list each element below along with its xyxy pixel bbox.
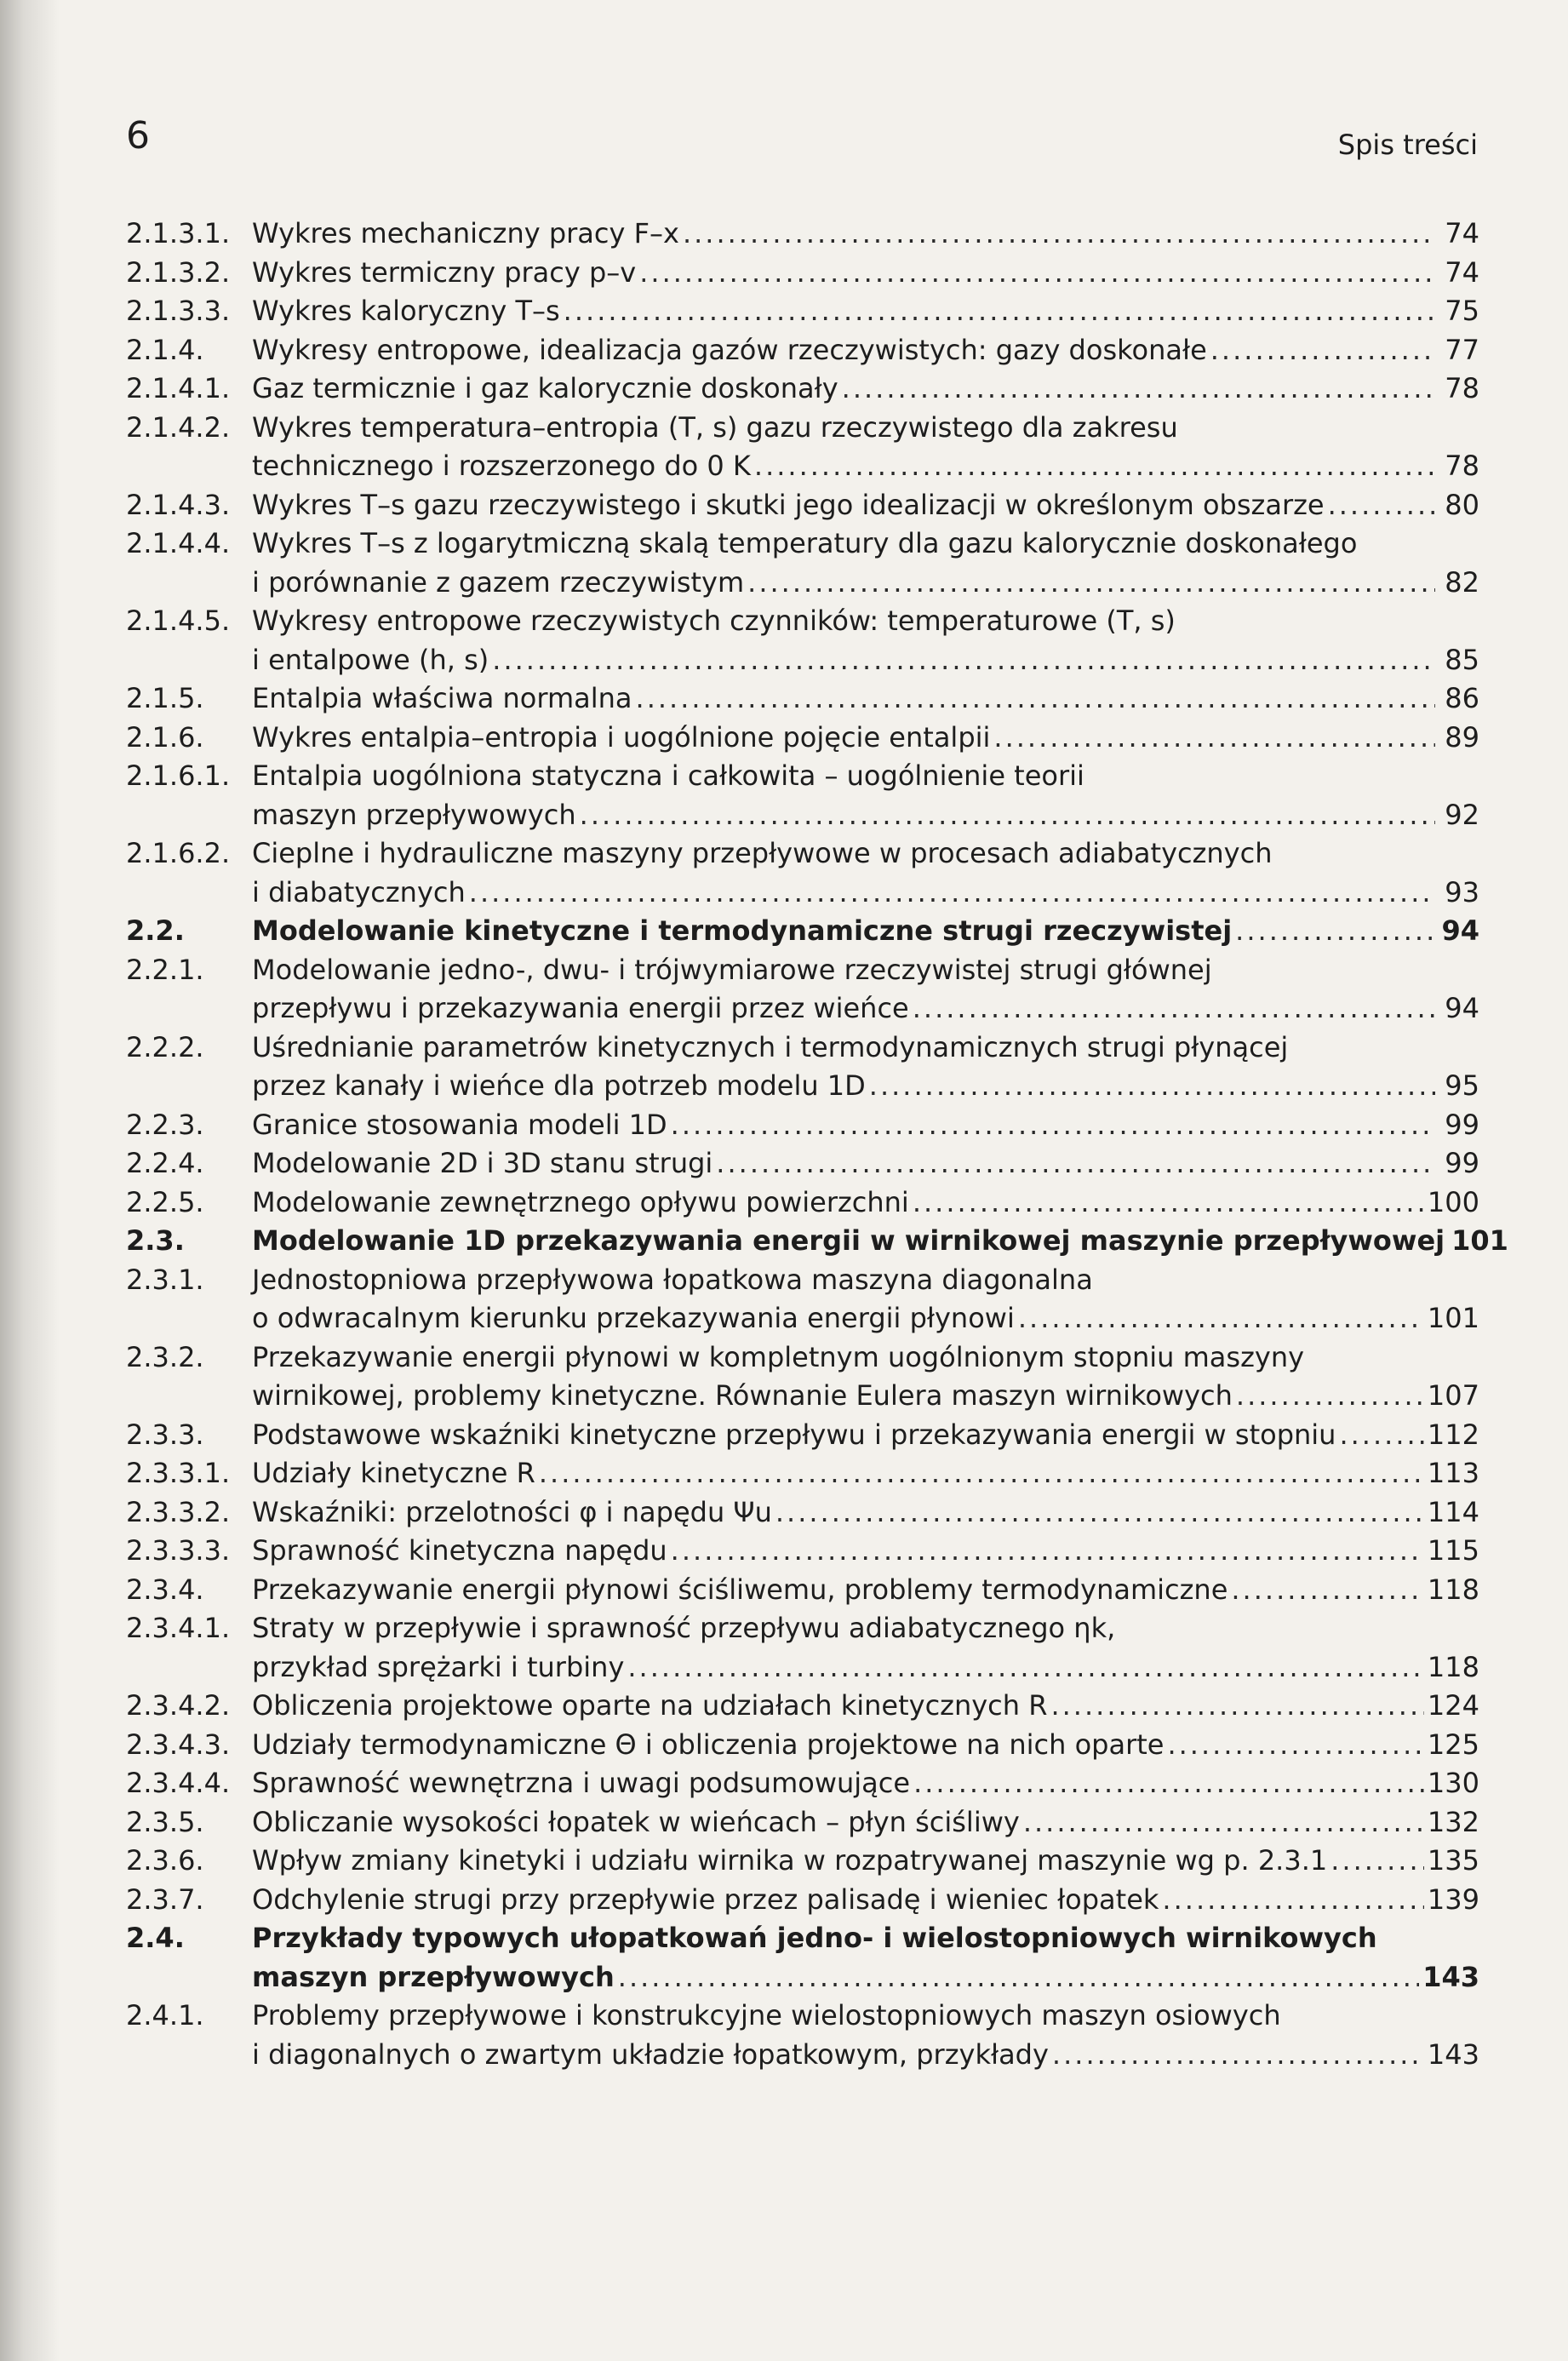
toc-entry-body [252,370,1479,409]
toc-entry-last-line [252,679,1479,719]
toc-entry-title-line: przez kanały i wieńce dla potrzeb modelu 1D [252,1069,866,1102]
toc-entry-last-line [252,370,1479,409]
toc-entry-body [252,679,1479,719]
toc-entry-last-line [252,1881,1479,1920]
toc-entry-title-line: Przekazywanie energii płynowi w kompletnym uogólnionym stopniu maszyny [252,1340,1305,1373]
toc-entry-page: 85 [1445,643,1479,676]
toc-entry [126,331,1479,370]
toc-entry-title-line: Udziały termodynamiczne Θ i obliczenia projektowe na nich oparte [252,1728,1165,1761]
toc-entry-number: 2.2.1. [126,953,204,986]
toc-entry-title-line: Wykresy entropowe, idealizacja gazów rzeczywistych: gazy doskonałe [252,333,1207,366]
toc-entry [126,292,1479,331]
toc-entry-number: 2.3.4. [126,1573,204,1606]
toc-entry-page: 74 [1445,255,1479,289]
toc-entry-number: 2.3.5. [126,1805,204,1838]
toc-entry-body [252,1416,1479,1455]
toc-entry-page: 100 [1427,1185,1479,1218]
toc-entry-title-line: i diabatycznych [252,875,466,908]
toc-entry-number: 2.1.4.2. [126,410,231,444]
toc-entry [126,1416,1479,1455]
toc-entry-title-line: Wskaźniki: przelotności φ i napędu Ψu [252,1495,772,1528]
toc-entry-last-line [252,292,1479,331]
toc-dot-leader [913,1183,1424,1223]
toc-entry-title-line: i diagonalnych o zwartym układzie łopatkowym, przykłady [252,2037,1049,2071]
toc-entry-last-line [252,1493,1479,1533]
toc-entry [126,834,1479,912]
toc-entry-title-line: Wykres mechaniczny pracy F–x [252,217,679,249]
toc-dot-leader [539,1454,1424,1493]
toc-entry [126,486,1479,525]
toc-entry-body [252,1881,1479,1920]
toc-entry-page: 114 [1427,1495,1479,1528]
toc-entry [126,409,1479,486]
toc-dot-leader [469,874,1435,913]
toc-entry-number: 2.1.5. [126,682,204,714]
toc-entry [126,1919,1479,1997]
toc-dot-leader [580,796,1435,835]
toc-entry-title-line: Modelowanie kinetyczne i termodynamiczne strugi rzeczywistej [252,914,1233,947]
toc-entry-title-line: Entalpia właściwa normalna [252,682,632,714]
toc-entry-number: 2.2.3. [126,1108,204,1141]
toc-entry-number: 2.3.4.3. [126,1728,231,1761]
toc-entry-page: 80 [1445,488,1479,521]
toc-entry [126,1803,1479,1842]
toc-entry-number: 2.1.3.2. [126,255,231,289]
toc-entry-number: 2.3.3.2. [126,1495,231,1528]
toc-dot-leader [869,1067,1435,1106]
page-header [0,0,1568,170]
toc-entry-last-line [252,1416,1479,1455]
toc-dot-leader [1167,1726,1423,1765]
toc-entry-number: 2.3.3.1. [126,1457,231,1489]
toc-entry [126,1726,1479,1765]
toc-entry [126,1842,1479,1881]
toc-entry [126,1144,1479,1183]
toc-entry-body [252,215,1479,254]
toc-entry [126,679,1479,719]
toc-entry-page: 139 [1427,1882,1479,1916]
toc-entry-body [252,1261,1479,1338]
toc-entry-body [252,1029,1479,1106]
toc-entry [126,1222,1508,1261]
toc-entry [126,951,1479,1029]
toc-entry [126,1764,1479,1803]
toc-entry [126,602,1479,679]
toc-entry-title-line: Sprawność wewnętrzna i uwagi podsumowujące [252,1767,911,1799]
toc-entry-title-line: Straty w przepływie i sprawność przepływu adiabatycznego ηk, [252,1612,1116,1644]
toc-dot-leader [1231,1571,1424,1610]
toc-entry-last-line [252,1106,1479,1145]
toc-entry-number: 2.1.6.2. [126,837,231,869]
toc-entry-page: 101 [1427,1302,1479,1334]
toc-entry-last-line [252,2036,1479,2075]
toc-entry-page: 74 [1445,217,1479,249]
toc-dot-leader [627,1648,1424,1688]
toc-entry-last-line [252,1299,1479,1338]
toc-entry-title-line: Jednostopniowa przepływowa łopatkowa maszyna diagonalna [252,1263,1093,1296]
toc-dot-leader [639,254,1435,293]
toc-dot-leader [913,989,1435,1029]
toc-entry [126,1454,1479,1493]
toc-entry-title-line: wirnikowej, problemy kinetyczne. Równanie Eulera maszyn wirnikowych [252,1379,1233,1412]
toc-entry-last-line [252,912,1479,951]
toc-entry-last-line [252,486,1479,525]
toc-entry-title-line: Wykres entalpia–entropia i uogólnione pojęcie entalpii [252,720,991,754]
toc-entry-body [252,1803,1479,1842]
toc-entry-title-line: Udziały kinetyczne R [252,1457,535,1489]
toc-entry-page: 107 [1427,1379,1479,1412]
toc-entry-title-line: i porównanie z gazem rzeczywistym [252,565,745,599]
toc-entry-title-line: Modelowanie 1D przekazywania energii w wirnikowej maszynie przepływowej [252,1224,1445,1257]
toc-entry [126,912,1479,951]
toc-entry-last-line [252,331,1479,370]
toc-entry-last-line [252,989,1479,1029]
toc-dot-leader [636,679,1435,719]
toc-entry-body [252,524,1479,602]
toc-entry-page: 143 [1427,2037,1479,2071]
table-of-contents [126,215,1508,2074]
toc-entry-number: 2.4. [126,1922,185,1954]
toc-entry-title-line: Wykres kaloryczny T–s [252,295,560,327]
toc-entry-body [252,1919,1479,1997]
toc-entry [126,524,1479,602]
toc-entry-page: 118 [1427,1573,1479,1606]
toc-entry [126,1493,1479,1533]
toc-entry-body [252,254,1479,293]
toc-dot-leader [1235,912,1435,951]
toc-dot-leader [993,719,1435,758]
toc-entry-page: 77 [1445,333,1479,366]
toc-entry-page: 125 [1427,1728,1479,1761]
toc-entry-number: 2.1.4.3. [126,488,231,521]
toc-dot-leader [775,1493,1424,1533]
toc-entry-last-line [252,215,1479,254]
running-head: Spis treści [1337,129,1478,161]
toc-dot-leader [716,1144,1435,1183]
toc-dot-leader [671,1532,1424,1571]
toc-entry-last-line [252,254,1479,293]
toc-dot-leader [1328,486,1435,525]
toc-entry-number: 2.2. [126,914,185,947]
toc-entry-number: 2.3.3. [126,1418,204,1451]
toc-entry-number: 2.1.3.3. [126,295,231,327]
toc-entry [126,1261,1479,1338]
toc-entry-number: 2.2.4. [126,1147,204,1179]
toc-entry-number: 2.3.7. [126,1882,204,1916]
toc-entry-title-line: Modelowanie 2D i 3D stanu strugi [252,1147,713,1179]
toc-entry-title-line: Wykres T–s gazu rzeczywistego i skutki jego idealizacji w określonym obszarze [252,488,1325,521]
toc-entry-title-line: Problemy przepływowe i konstrukcyjne wielostopniowych maszyn osiowych [252,1999,1281,2031]
toc-entry-page: 78 [1445,372,1479,404]
toc-entry-page: 94 [1445,992,1479,1024]
toc-entry-last-line [252,796,1479,835]
toc-dot-leader [913,1764,1424,1803]
toc-dot-leader [671,1106,1435,1145]
toc-entry-body [252,1842,1479,1881]
toc-entry-last-line [252,1842,1479,1881]
toc-entry-body [252,1222,1508,1261]
toc-entry-number: 2.1.4.1. [126,372,231,404]
toc-entry-title-line: Granice stosowania modeli 1D [252,1108,667,1141]
toc-entry-body [252,292,1479,331]
page-gutter-shadow [0,0,60,2361]
toc-entry [126,1687,1479,1726]
toc-entry-number: 2.1.4. [126,333,204,366]
toc-entry-title-line: Cieplne i hydrauliczne maszyny przepływowe w procesach adiabatycznych [252,837,1273,869]
toc-entry-body [252,1687,1479,1726]
toc-dot-leader [1339,1416,1423,1455]
toc-entry-body [252,331,1479,370]
toc-dot-leader [492,641,1435,680]
toc-entry-number: 2.3.6. [126,1844,204,1877]
toc-entry-last-line [252,1377,1479,1416]
toc-entry [126,1997,1479,2074]
toc-entry [126,719,1479,758]
toc-dot-leader [1050,1687,1423,1726]
toc-entry-page: 94 [1441,914,1479,947]
toc-entry-number: 2.1.6.1. [126,759,231,792]
toc-entry-body [252,719,1479,758]
toc-entry-title-line: maszyn przepływowych [252,798,576,831]
toc-entry-body [252,1106,1479,1145]
toc-entry-page: 113 [1427,1457,1479,1489]
toc-entry [126,757,1479,834]
toc-entry-title-line: Obliczanie wysokości łopatek w wieńcach – płyn ściśliwy [252,1805,1020,1838]
toc-entry-last-line [252,1726,1479,1765]
toc-entry-title-line: przepływu i przekazywania energii przez wieńce [252,992,909,1024]
toc-entry-title-line: Obliczenia projektowe oparte na udziałach kinetycznych R [252,1689,1048,1722]
toc-entry-last-line [252,1687,1479,1726]
toc-entry-body [252,1609,1479,1687]
toc-entry-title-line: Sprawność kinetyczna napędu [252,1534,667,1567]
toc-entry-title-line: Gaz termicznie i gaz kalorycznie doskonały [252,372,838,404]
toc-entry-body [252,1764,1479,1803]
toc-dot-leader [1162,1881,1424,1920]
toc-entry-page: 75 [1445,295,1479,327]
toc-entry-number: 2.3.4.1. [126,1612,231,1644]
toc-entry-page: 135 [1427,1844,1479,1877]
toc-entry-title-line: Modelowanie jedno-, dwu- i trójwymiarowe rzeczywistej strugi głównej [252,953,1212,986]
toc-entry-last-line [252,1532,1479,1571]
toc-entry-last-line [252,564,1479,603]
toc-entry-last-line [252,1958,1479,1997]
toc-entry-number: 2.2.5. [126,1185,204,1218]
toc-entry-number: 2.3.3.3. [126,1534,231,1567]
page-number: 6 [126,114,150,158]
toc-entry-last-line [252,1222,1508,1261]
toc-entry-number: 2.1.4.4. [126,527,231,559]
toc-entry-title-line: Podstawowe wskaźniki kinetyczne przepływu i przekazywania energii w stopniu [252,1418,1336,1451]
toc-entry-number: 2.1.4.5. [126,605,231,637]
toc-entry-title-line: Uśrednianie parametrów kinetycznych i termodynamicznych strugi płynącej [252,1030,1289,1063]
toc-dot-leader [1018,1299,1424,1338]
toc-entry [126,1571,1479,1610]
toc-entry-body [252,409,1479,486]
toc-entry [126,1029,1479,1106]
toc-entry-title-line: przykład sprężarki i turbiny [252,1650,625,1683]
toc-entry-title-line: maszyn przepływowych [252,1960,615,1993]
toc-entry-page: 101 [1451,1224,1508,1257]
toc-entry [126,370,1479,409]
toc-entry-page: 92 [1445,798,1479,831]
toc-entry-last-line [252,1454,1479,1493]
toc-entry-title-line: Wykresy entropowe rzeczywistych czynników: temperaturowe (T, s) [252,605,1176,637]
toc-entry-title-line: i entalpowe (h, s) [252,643,489,676]
toc-entry-page: 132 [1427,1805,1479,1838]
toc-entry-body [252,1571,1479,1610]
toc-entry-body [252,486,1479,525]
toc-entry [126,1881,1479,1920]
toc-entry-last-line [252,1648,1479,1688]
toc-entry-page: 143 [1422,1960,1479,1993]
toc-entry-number: 2.3.2. [126,1340,204,1373]
toc-entry-page: 99 [1445,1147,1479,1179]
toc-dot-leader [1236,1377,1424,1416]
toc-entry-body [252,912,1479,951]
toc-dot-leader [564,292,1435,331]
toc-entry [126,1106,1479,1145]
toc-entry-page: 82 [1445,565,1479,599]
toc-entry-title-line: Wpływ zmiany kinetyki i udziału wirnika w rozpatrywanej maszynie wg p. 2.3.1 [252,1844,1328,1877]
toc-entry-body [252,1454,1479,1493]
toc-entry-title-line: Przykłady typowych ułopatkowań jedno- i wielostopniowych wirnikowych [252,1922,1377,1954]
toc-entry [126,1183,1479,1223]
toc-entry-body [252,834,1479,912]
toc-entry-title-line: Przekazywanie energii płynowi ściśliwemu, problemy termodynamiczne [252,1573,1228,1606]
toc-entry-body [252,602,1479,679]
toc-dot-leader [1210,331,1435,370]
toc-entry [126,1532,1479,1571]
toc-entry [126,1609,1479,1687]
toc-entry-page: 124 [1427,1689,1479,1722]
toc-entry-page: 78 [1445,450,1479,482]
toc-entry-page: 89 [1445,720,1479,754]
toc-entry-title-line: Odchylenie strugi przy przepływie przez palisadę i wieniec łopatek [252,1882,1159,1916]
toc-entry-title-line: Entalpia uogólniona statyczna i całkowita – uogólnienie teorii [252,759,1084,792]
toc-entry-body [252,1493,1479,1533]
toc-entry-page: 99 [1445,1108,1479,1141]
toc-entry [126,1338,1479,1416]
toc-dot-leader [747,564,1435,603]
toc-dot-leader [618,1958,1419,1997]
toc-entry-title-line: Wykres T–s z logarytmiczną skalą temperatury dla gazu kalorycznie doskonałego [252,527,1358,559]
toc-entry-last-line [252,874,1479,913]
toc-entry-title-line: Modelowanie zewnętrznego opływu powierzchni [252,1185,909,1218]
toc-entry-body [252,951,1479,1029]
toc-entry-number: 2.3. [126,1224,185,1257]
toc-entry [126,254,1479,293]
toc-entry-page: 93 [1445,875,1479,908]
toc-entry-title-line: Wykres temperatura–entropia (T, s) gazu rzeczywistego dla zakresu [252,410,1178,444]
toc-entry-number: 2.2.2. [126,1030,204,1063]
toc-entry-number: 2.1.6. [126,720,204,754]
toc-entry-body [252,1144,1479,1183]
toc-entry-body [252,1726,1479,1765]
toc-entry-page: 130 [1427,1767,1479,1799]
toc-entry-body [252,1183,1479,1223]
toc-dot-leader [683,215,1435,254]
toc-entry-last-line [252,1183,1479,1223]
toc-entry-body [252,1338,1479,1416]
toc-entry-last-line [252,1067,1479,1106]
toc-entry-last-line [252,1571,1479,1610]
toc-dot-leader [1023,1803,1424,1842]
toc-entry-page: 95 [1445,1069,1479,1102]
toc-entry-page: 118 [1427,1650,1479,1683]
toc-dot-leader [754,447,1435,486]
toc-entry-title-line: technicznego i rozszerzonego do 0 K [252,450,751,482]
toc-entry-last-line [252,447,1479,486]
toc-entry-number: 2.3.4.4. [126,1767,231,1799]
toc-entry-title-line: o odwracalnym kierunku przekazywania energii płynowi [252,1302,1015,1334]
toc-entry-body [252,757,1479,834]
toc-entry-page: 115 [1427,1534,1479,1567]
toc-entry-page: 86 [1445,682,1479,714]
toc-entry-number: 2.3.4.2. [126,1689,231,1722]
toc-entry-last-line [252,1803,1479,1842]
toc-entry-last-line [252,1764,1479,1803]
toc-entry-last-line [252,1144,1479,1183]
toc-entry-last-line [252,719,1479,758]
toc-entry-last-line [252,641,1479,680]
toc-entry-number: 2.1.3.1. [126,217,231,249]
toc-dot-leader [1052,2036,1424,2075]
toc-entry-title-line: Wykres termiczny pracy p–v [252,255,637,289]
toc-entry-body [252,1997,1479,2074]
toc-entry-number: 2.4.1. [126,1999,204,2031]
toc-dot-leader [842,370,1435,409]
toc-entry-body [252,1532,1479,1571]
toc-entry-page: 112 [1427,1418,1479,1451]
toc-dot-leader [1331,1842,1424,1881]
toc-entry-number: 2.3.1. [126,1263,204,1296]
toc-entry [126,215,1479,254]
